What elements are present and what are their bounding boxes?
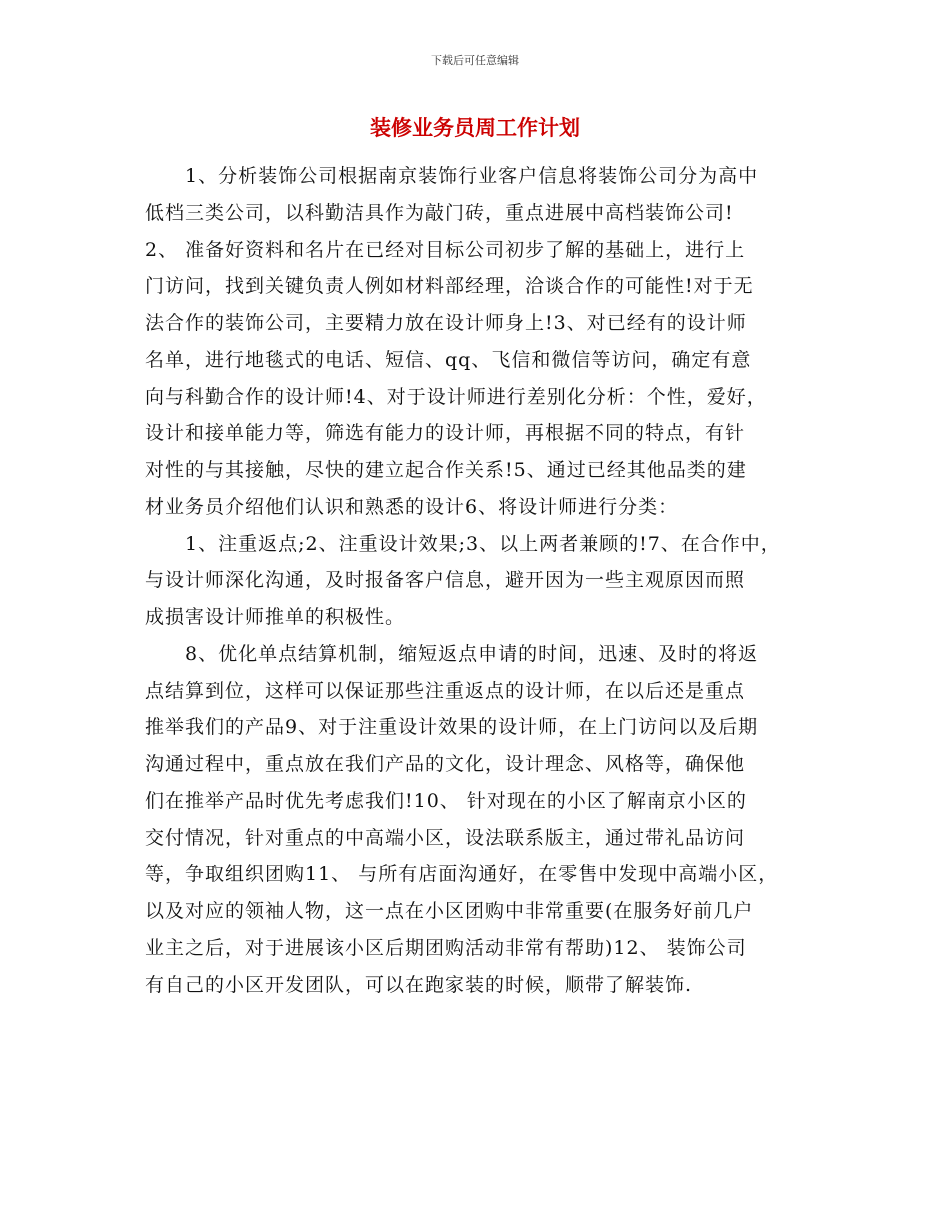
text-line: 2、 准备好资料和名片在已经对目标公司初步了解的基础上，进行上 [145, 238, 746, 261]
header-note: 下载后可任意编辑 [431, 54, 519, 67]
text-line: 1、分析装饰公司根据南京装饰行业客户信息将装饰公司分为高中 [185, 165, 759, 187]
text-line: 有自己的小区开发团队，可以在跑家装的时候，顺带了解装饰. [145, 973, 693, 996]
text-line: 8、优化单点结算机制，缩短返点申请的时间，迅速、及时的将返 [185, 642, 759, 665]
text-line: 名单，进行地毯式的电话、短信、qq、飞信和微信等访问，确定有意 [145, 348, 752, 371]
text-line: 低档三类公司，以科勤洁具作为敲门砖，重点进展中高档装饰公司! [145, 201, 734, 224]
text-line: 以及对应的领袖人物，这一点在小区团购中非常重要(在服务好前几户 [145, 900, 754, 922]
document-body [145, 158, 845, 1003]
text-line: 向与科勤合作的设计师!4、对于设计师进行差别化分析：个性，爱好， [145, 385, 767, 408]
text-line: 对性的与其接触，尽快的建立起合作关系!5、通过已经其他品类的建 [145, 459, 747, 481]
text-line: 与设计师深化沟通，及时报备客户信息，避开因为一些主观原因而照 [145, 569, 746, 592]
document-title: 装修业务员周工作计划 [370, 116, 580, 140]
text-line: 1、注重返点;2、注重设计效果;3、以上两者兼顾的!7、在合作中， [185, 532, 781, 555]
text-line: 门访问，找到关键负责人例如材料部经理，洽谈合作的可能性!对于无 [145, 275, 754, 298]
text-line: 材业务员介绍他们认识和熟悉的设计6、将设计师进行分类： [145, 495, 679, 518]
text-line: 推举我们的产品9、对于注重设计效果的设计师，在上门访问以及后期 [145, 716, 759, 739]
text-line: 沟通过程中，重点放在我们产品的文化，设计理念、风格等，确保他 [145, 753, 746, 775]
text-line: 成损害设计师推单的积极性。 [145, 606, 406, 628]
text-line: 设计和接单能力等，筛选有能力的设计师，再根据不同的特点，有针 [145, 422, 746, 445]
text-line: 点结算到位，这样可以保证那些注重返点的设计师，在以后还是重点 [145, 679, 746, 702]
text-line: 等，争取组织团购11、 与所有店面沟通好，在零售中发现中高端小区， [145, 863, 779, 886]
text-line: 法合作的装饰公司，主要精力放在设计师身上!3、对已经有的设计师 [145, 312, 747, 334]
text-line: 们在推举产品时优先考虑我们!10、 针对现在的小区了解南京小区的 [145, 789, 747, 812]
text-line: 交付情况，针对重点的中高端小区，设法联系版主，通过带礼品访问 [145, 826, 746, 849]
text-line: 业主之后，对于进展该小区后期团购活动非常有帮助)12、 装饰公司 [145, 936, 747, 959]
